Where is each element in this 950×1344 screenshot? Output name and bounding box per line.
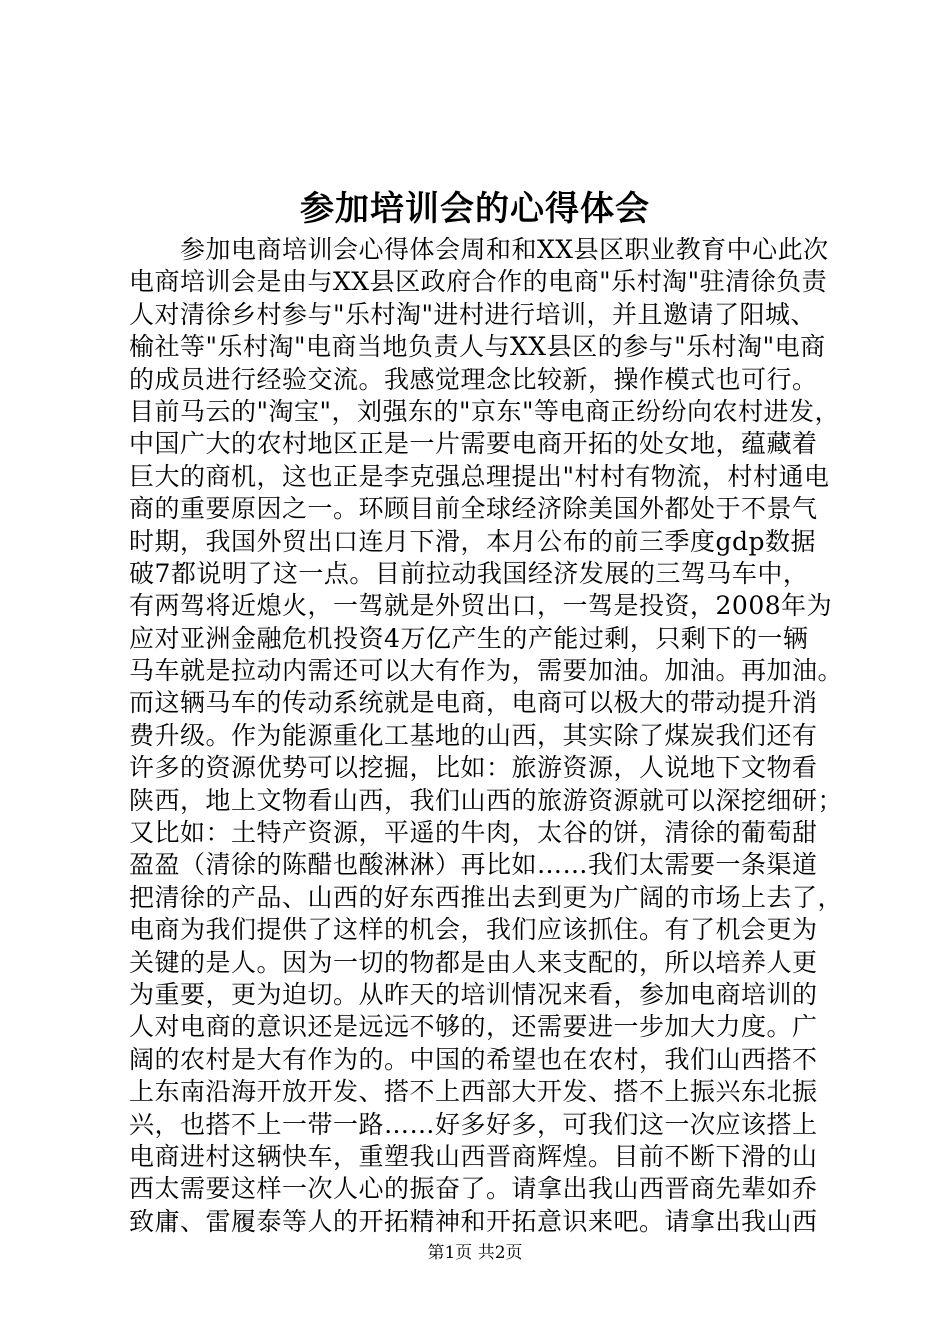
- body-line: 又比如：土特产资源，平遥的牛肉，太谷的饼，清徐的葡萄甜: [129, 818, 818, 848]
- body-line: 商的重要原因之一。环顾目前全球经济除美国外都处于不景气: [129, 494, 818, 524]
- body-line: 有两驾将近熄火，一驾就是外贸出口，一驾是投资，2008年为: [129, 591, 833, 621]
- body-line: 关键的是人。因为一切的物都是由人来支配的，所以培养人更: [129, 947, 818, 977]
- body-line: 上东南沿海开放开发、搭不上西部大开发、搭不上振兴东北振: [129, 1077, 818, 1107]
- page-number-footer: 第1页 共2页: [427, 1243, 523, 1263]
- body-line: 许多的资源优势可以挖掘，比如：旅游资源，人说地下文物看: [129, 753, 818, 783]
- body-line: 阔的农村是大有作为的。中国的希望也在农村，我们山西搭不: [129, 1044, 818, 1074]
- body-line: 而这辆马车的传动系统就是电商，电商可以极大的带动提升消: [129, 688, 818, 718]
- body-line: 致庸、雷履泰等人的开拓精神和开拓意识来吧。请拿出我山西: [129, 1206, 818, 1236]
- body-line: 应对亚洲金融危机投资4万亿产生的产能过剩，只剩下的一辆: [129, 623, 809, 653]
- body-line: 电商为我们提供了这样的机会，我们应该抓住。有了机会更为: [129, 915, 818, 945]
- body-line: 人对清徐乡村参与"乐村淘"进村进行培训，并且邀请了阳城、: [129, 299, 817, 329]
- document-body: [129, 234, 859, 1238]
- body-line: 电商培训会是由与XX县区政府合作的电商"乐村淘"驻清徐负责: [129, 267, 828, 297]
- body-line: 人对电商的意识还是远远不够的，还需要进一步加大力度。广: [129, 1012, 818, 1042]
- body-line: 费升级。作为能源重化工基地的山西，其实除了煤炭我们还有: [129, 720, 818, 750]
- body-line: 参加电商培训会心得体会周和和XX县区职业教育中心此次: [129, 235, 829, 264]
- body-line: 巨大的商机，这也正是李克强总理提出"村村有物流，村村通电: [129, 461, 830, 491]
- body-line: 中国广大的农村地区正是一片需要电商开拓的处女地，蕴藏着: [129, 429, 818, 459]
- body-line: 破7都说明了这一点。目前拉动我国经济发展的三驾马车中，: [129, 558, 809, 588]
- body-line: 榆社等"乐村淘"电商当地负责人与XX县区的参与"乐村淘"电商: [129, 332, 826, 362]
- body-line: 电商进村这辆快车，重塑我山西晋商辉煌。目前不断下滑的山: [129, 1141, 818, 1171]
- document-title: 参加培训会的心得体会: [300, 189, 650, 229]
- body-line: 把清徐的产品、山西的好东西推出去到更为广阔的市场上去了，: [129, 882, 844, 912]
- body-line: 的成员进行经验交流。我感觉理念比较新，操作模式也可行。: [129, 364, 818, 394]
- body-line: 为重要，更为迫切。从昨天的培训情况来看，参加电商培训的: [129, 979, 818, 1009]
- body-line: 陕西，地上文物看山西，我们山西的旅游资源就可以深挖细研；: [129, 785, 844, 815]
- body-line: 时期，我国外贸出口连月下滑，本月公布的前三季度gdp数据: [129, 526, 817, 556]
- body-line: 兴，也搭不上一带一路……好多好多，可我们这一次应该搭上: [129, 1109, 818, 1139]
- body-line: 盈盈（清徐的陈醋也酸淋淋）再比如……我们太需要一条渠道: [129, 850, 818, 880]
- body-line: 西太需要这样一次人心的振奋了。请拿出我山西晋商先辈如乔: [129, 1174, 818, 1204]
- body-line: 马车就是拉动内需还可以大有作为，需要加油。加油。再加油。: [129, 656, 844, 686]
- body-line: 目前马云的"淘宝"，刘强东的"京东"等电商正纷纷向农村进发，: [129, 396, 840, 426]
